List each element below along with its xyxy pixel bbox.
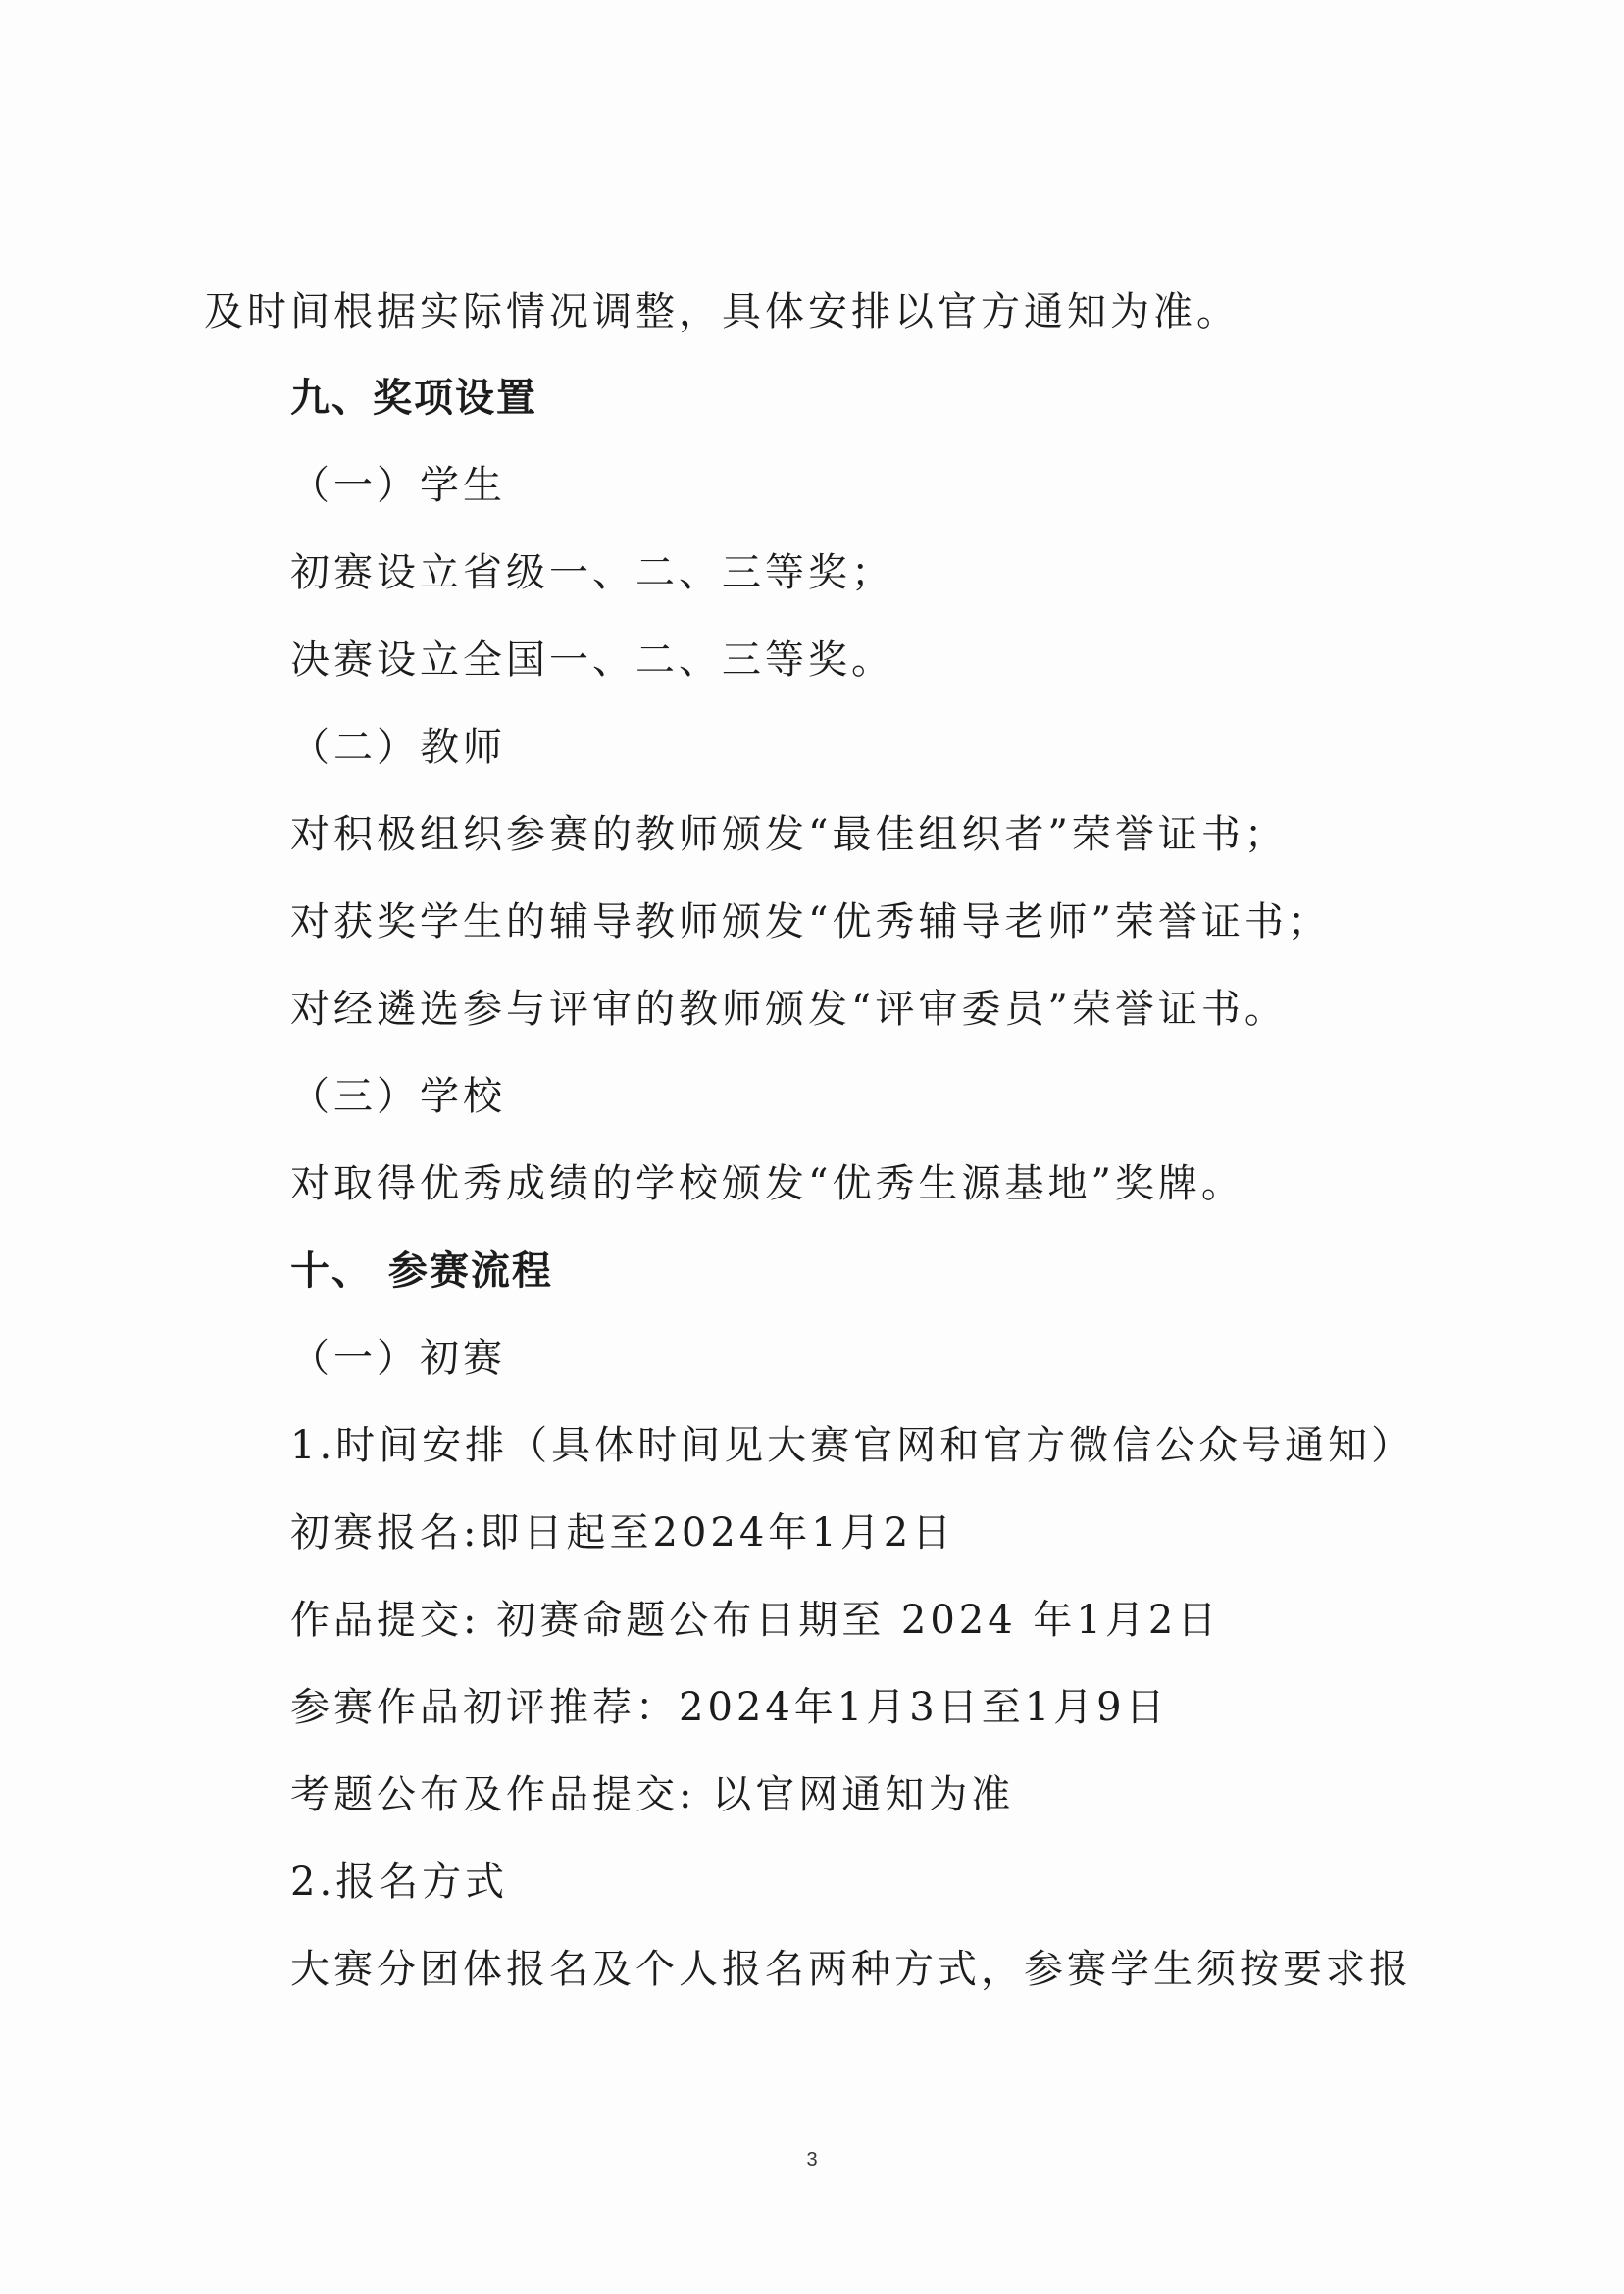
subheading-preliminary: （一）初赛: [290, 1336, 506, 1381]
continuation-line: 及时间根据实际情况调整，具体安排以官方通知为准。: [204, 289, 1240, 334]
paragraph-line: 对获奖学生的辅导教师颁发“优秀辅导老师”荣誉证书；: [290, 899, 1331, 944]
section-heading-awards: 九、奖项设置: [290, 376, 537, 421]
subheading-students: （一）学生: [290, 463, 506, 508]
paragraph-line: 考题公布及作品提交: 以官网通知为准: [290, 1772, 1015, 1817]
section-heading-process: 十、 参赛流程: [290, 1249, 553, 1294]
page-number: 3: [806, 2149, 818, 2170]
paragraph-line: 初赛报名:即日起至2024年1月2日: [290, 1510, 956, 1555]
paragraph-line: 1.时间安排（具体时间见大赛官网和官方微信公众号通知）: [290, 1423, 1415, 1468]
subheading-teachers: （二）教师: [290, 725, 506, 770]
paragraph-line: 2.报名方式: [290, 1860, 509, 1905]
paragraph-line: 对经遴选参与评审的教师颁发“评审委员”荣誉证书。: [290, 987, 1288, 1032]
paragraph-line: 初赛设立省级一、二、三等奖；: [290, 550, 894, 595]
paragraph-line: 对积极组织参赛的教师颁发“最佳组织者”荣誉证书；: [290, 812, 1288, 857]
paragraph-line: 对取得优秀成绩的学校颁发“优秀生源基地”奖牌。: [290, 1161, 1244, 1206]
paragraph-line: 作品提交: 初赛命题公布日期至 2024 年1月2日: [290, 1598, 1221, 1643]
paragraph-line: 大赛分团体报名及个人报名两种方式，参赛学生须按要求报: [290, 1947, 1412, 1992]
subheading-schools: （三）学校: [290, 1074, 506, 1119]
paragraph-line: 决赛设立全国一、二、三等奖。: [290, 637, 894, 683]
paragraph-line: 参赛作品初评推荐：2024年1月3日至1月9日: [290, 1685, 1169, 1730]
